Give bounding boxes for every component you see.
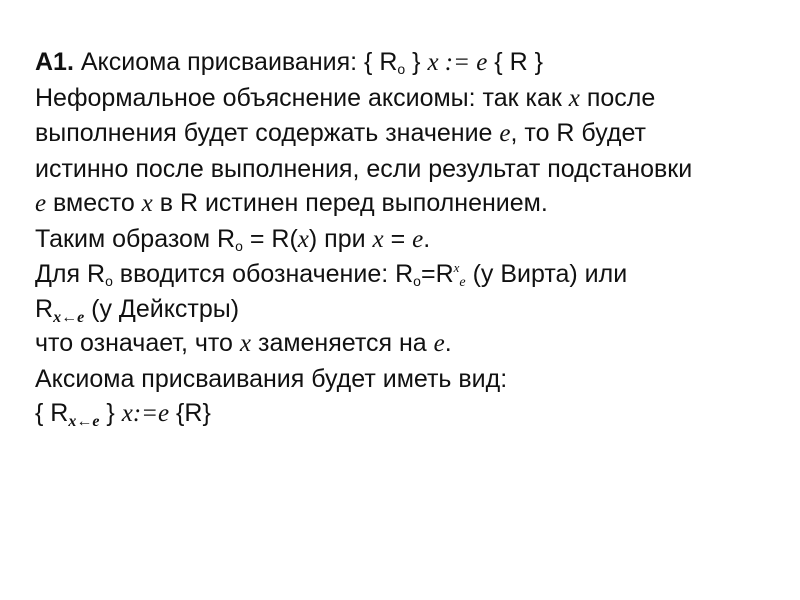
line-informal-1: Неформальное объяснение аксиомы: так как x после — [35, 83, 656, 112]
line-informal-3: истинно после выполнения, если результат подстановки — [35, 154, 693, 183]
line-axiom-form: Аксиома присваивания будет иметь вид: — [35, 364, 508, 393]
axiom-label: A1. — [35, 48, 74, 76]
line-informal-4: e вместо x в R истинен перед выполнением. — [35, 189, 548, 217]
slide-text — [35, 45, 775, 432]
line-notation-wirth: Для $R_o$ вводится обозначение: $R_o=R^x_e$ (у Вирта) или — [35, 260, 628, 290]
line-axiom-formula: { $R_{x\leftarrow e}$ } x:=e {R} — [35, 399, 211, 430]
line-meaning: что означает, что x заменяется на e. — [35, 329, 452, 357]
line-thus: Таким образом $R_o = R(x)$ при x = e. — [35, 224, 431, 254]
line-axiom-title: A1. Аксиома присваивания: { $R_o$ } x := e { R } — [35, 48, 543, 77]
line-informal-2: выполнения будет содержать значение e, то R будет — [35, 119, 646, 147]
line-notation-dijkstra: $R_{x\leftarrow e}$ (у Дейкстры) — [35, 294, 240, 326]
